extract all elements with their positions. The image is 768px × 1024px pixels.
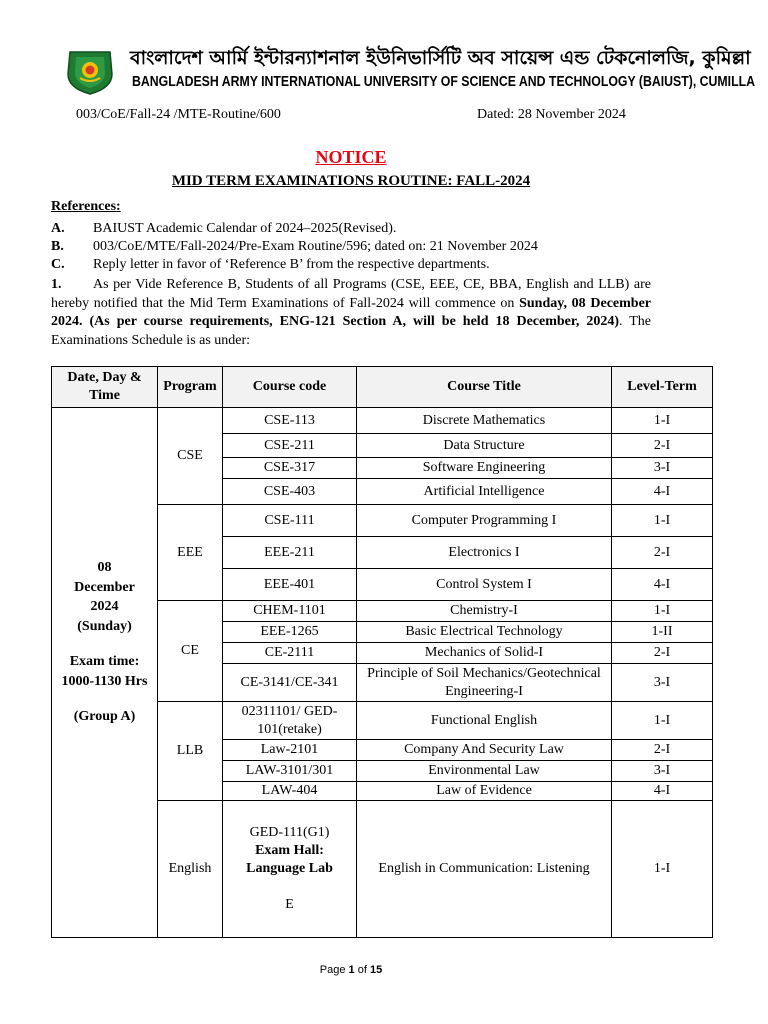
reference-item bbox=[51, 221, 396, 237]
exam-hall: Language Lab bbox=[246, 861, 333, 876]
course-title: Principle of Soil Mechanics/Geotechnical Engineering-I bbox=[357, 664, 612, 702]
course-title: Environmental Law bbox=[357, 761, 612, 782]
course-code: CSE-113 bbox=[223, 408, 357, 434]
level-term: 4-I bbox=[612, 479, 713, 505]
exam-time: 1000-1130 Hrs bbox=[61, 673, 148, 689]
paragraph-text: As per Vide Reference B, Students of all Programs (CSE, EEE, CE, BBA, English and LLB) are hereby notified that the Mid Term Examinations of Fall-2024 will commence on bbox=[51, 277, 651, 311]
course-code: GED-111(G1) bbox=[249, 825, 330, 840]
course-code: EEE-211 bbox=[223, 537, 357, 569]
course-code: CSE-403 bbox=[223, 479, 357, 505]
level-term: 1-I bbox=[612, 702, 713, 740]
reference-item bbox=[51, 257, 490, 273]
course-code-extra: E bbox=[285, 897, 294, 912]
exam-month: December bbox=[74, 579, 135, 595]
level-term: 2-I bbox=[612, 740, 713, 761]
course-code: LAW-3101/301 bbox=[223, 761, 357, 782]
program-llb: LLB bbox=[158, 702, 223, 801]
exam-day: 08 bbox=[97, 560, 112, 576]
level-term: 1-II bbox=[612, 622, 713, 643]
program-ce: CE bbox=[158, 601, 223, 702]
memo-date: Dated: 28 November 2024 bbox=[477, 107, 626, 122]
paragraph-bold-text: Sunday, 08 December 2024. (As per course requirements, ENG-121 Section A, will be held 18 December, 2024) bbox=[51, 295, 651, 329]
course-title: Basic Electrical Technology bbox=[357, 622, 612, 643]
level-term: 2-I bbox=[612, 537, 713, 569]
level-term: 1-I bbox=[612, 505, 713, 537]
course-title: Software Engineering bbox=[357, 458, 612, 479]
course-title: Artificial Intelligence bbox=[357, 479, 612, 505]
level-term: 3-I bbox=[612, 761, 713, 782]
total-pages: 15 bbox=[369, 964, 383, 976]
reference-text: 003/CoE/MTE/Fall-2024/Pre-Exam Routine/596; dated on: 21 November 2024 bbox=[93, 239, 538, 254]
table-row bbox=[52, 408, 713, 434]
level-term: 3-I bbox=[612, 458, 713, 479]
course-title: Control System I bbox=[357, 569, 612, 601]
course-code: CHEM-1101 bbox=[223, 601, 357, 622]
course-code: CSE-111 bbox=[223, 505, 357, 537]
header-course-title: Course Title bbox=[357, 367, 612, 408]
course-code: LAW-404 bbox=[223, 782, 357, 801]
exam-year: 2024 bbox=[90, 599, 119, 615]
paragraph-number: 1. bbox=[51, 277, 62, 292]
level-term: 2-I bbox=[612, 434, 713, 458]
exam-weekday: (Sunday) bbox=[77, 618, 132, 634]
program-cse: CSE bbox=[158, 408, 223, 505]
level-term: 1-I bbox=[612, 601, 713, 622]
level-term: 2-I bbox=[612, 643, 713, 664]
course-title: Company And Security Law bbox=[357, 740, 612, 761]
exam-group: (Group A) bbox=[73, 709, 136, 725]
references-heading: References: bbox=[51, 199, 121, 214]
level-term: 1-I bbox=[612, 408, 713, 434]
notice-title: NOTICE bbox=[315, 147, 387, 167]
level-term: 3-I bbox=[612, 664, 713, 702]
bangla-university-name: বাংলাদেশ আর্মি ইন্টারন্যাশনাল ইউনিভার্সিটি অব সায়েন্স এন্ড টেকনোলজি, কুমিল্লা bbox=[130, 47, 751, 69]
reference-text: Reply letter in favor of ‘Reference B’ from the respective departments. bbox=[93, 257, 490, 272]
notice-paragraph bbox=[51, 276, 651, 350]
english-university-name: BANGLADESH ARMY INTERNATIONAL UNIVERSITY OF SCIENCE AND TECHNOLOGY (BAIUST), CUMILLA bbox=[132, 74, 755, 90]
level-term: 4-I bbox=[612, 569, 713, 601]
course-code: CE-2111 bbox=[223, 643, 357, 664]
course-code: CSE-317 bbox=[223, 458, 357, 479]
page-footer bbox=[0, 964, 702, 976]
course-title: Law of Evidence bbox=[357, 782, 612, 801]
course-code: CSE-211 bbox=[223, 434, 357, 458]
header-program: Program bbox=[158, 367, 223, 408]
course-title: English in Communication: Listening bbox=[357, 801, 612, 938]
course-code: 02311101/ GED-101(retake) bbox=[223, 702, 357, 740]
paragraph-text-end: . The Examinations Schedule is as under: bbox=[51, 314, 651, 348]
course-code-english bbox=[223, 801, 357, 938]
course-title: Functional English bbox=[357, 702, 612, 740]
program-eee: EEE bbox=[158, 505, 223, 601]
course-title: Discrete Mathematics bbox=[357, 408, 612, 434]
course-code: EEE-1265 bbox=[223, 622, 357, 643]
course-title: Chemistry-I bbox=[357, 601, 612, 622]
reference-item bbox=[51, 239, 538, 255]
program-english: English bbox=[158, 801, 223, 938]
header-course-code: Course code bbox=[223, 367, 357, 408]
exam-hall-label: Exam Hall: bbox=[255, 843, 324, 858]
course-title: Electronics I bbox=[357, 537, 612, 569]
level-term: 4-I bbox=[612, 782, 713, 801]
exam-time-label: Exam time: bbox=[69, 654, 140, 670]
course-code: EEE-401 bbox=[223, 569, 357, 601]
exam-date-cell bbox=[52, 408, 158, 938]
header-date: Date, Day & Time bbox=[52, 367, 158, 408]
course-title: Data Structure bbox=[357, 434, 612, 458]
reference-key: C. bbox=[51, 257, 65, 272]
reference-text: BAIUST Academic Calendar of 2024–2025(Revised). bbox=[93, 221, 397, 236]
table-header-row bbox=[52, 367, 713, 408]
course-title: Mechanics of Solid-I bbox=[357, 643, 612, 664]
current-page: 1 bbox=[348, 964, 355, 976]
course-code: CE-3141/CE-341 bbox=[223, 664, 357, 702]
notice-subtitle: MID TERM EXAMINATIONS ROUTINE: FALL-2024 bbox=[171, 173, 531, 189]
reference-key: B. bbox=[51, 239, 64, 254]
footer-prefix: Page bbox=[319, 964, 349, 976]
exam-schedule-table bbox=[51, 366, 713, 938]
header-level-term: Level-Term bbox=[612, 367, 713, 408]
course-code: Law-2101 bbox=[223, 740, 357, 761]
letterhead bbox=[62, 44, 755, 100]
footer-of: of bbox=[354, 964, 370, 976]
reference-key: A. bbox=[51, 221, 65, 236]
memo-reference-number: 003/CoE/Fall-24 /MTE-Routine/600 bbox=[76, 107, 281, 122]
level-term: 1-I bbox=[612, 801, 713, 938]
university-logo bbox=[62, 48, 118, 96]
course-title: Computer Programming I bbox=[357, 505, 612, 537]
